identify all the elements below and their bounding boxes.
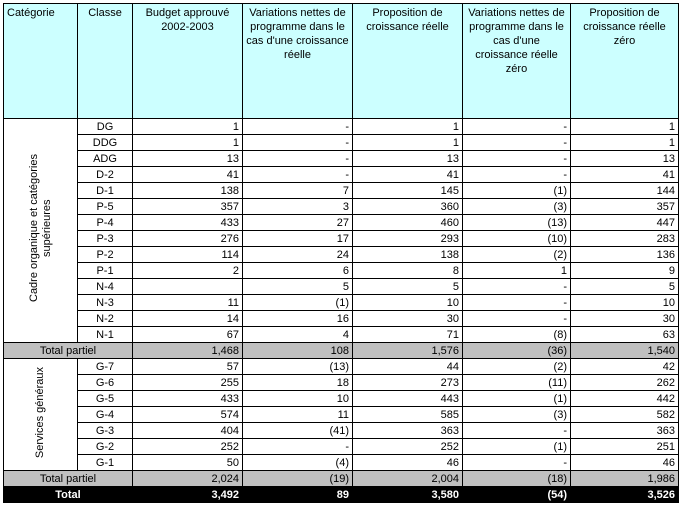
cell-classe: N-4 xyxy=(78,279,133,295)
cell-proposition-zero: 30 xyxy=(571,311,679,327)
cell-proposition-zero: 363 xyxy=(571,423,679,439)
cell-variation-reelle: 11 xyxy=(243,407,353,423)
cell-proposition-reelle: 1 xyxy=(353,135,463,151)
cell-budget: 41 xyxy=(133,167,243,183)
cell-variation-reelle: 3 xyxy=(243,199,353,215)
cell-variation-zero: - xyxy=(463,167,571,183)
cell-proposition-zero: 42 xyxy=(571,359,679,375)
cell-variation-zero: - xyxy=(463,135,571,151)
table-body xyxy=(4,119,679,503)
cell-proposition-zero: 144 xyxy=(571,183,679,199)
cell-variation-zero: (1) xyxy=(463,439,571,455)
cell-variation-reelle: (4) xyxy=(243,455,353,471)
cell-classe: P-4 xyxy=(78,215,133,231)
cell-proposition-zero: 9 xyxy=(571,263,679,279)
cell-variation-zero: 1 xyxy=(463,263,571,279)
category-cell xyxy=(4,119,78,343)
cell-variation-reelle: (1) xyxy=(243,295,353,311)
staffing-table xyxy=(3,3,679,503)
category-cell xyxy=(4,359,78,471)
cell-proposition-reelle: 5 xyxy=(353,279,463,295)
cell-budget: 276 xyxy=(133,231,243,247)
subtotal-row xyxy=(4,471,679,487)
cell-variation-reelle: - xyxy=(243,135,353,151)
subtotal-cell-budget: 1,468 xyxy=(133,343,243,359)
category-label: Cadre organique et catégories supérieures xyxy=(27,154,53,303)
cell-variation-zero: (8) xyxy=(463,327,571,343)
cell-proposition-zero: 582 xyxy=(571,407,679,423)
cell-proposition-reelle: 138 xyxy=(353,247,463,263)
cell-proposition-reelle: 363 xyxy=(353,423,463,439)
cell-proposition-reelle: 41 xyxy=(353,167,463,183)
table-row xyxy=(4,151,679,167)
cell-variation-reelle: 6 xyxy=(243,263,353,279)
table-row xyxy=(4,455,679,471)
cell-budget: 50 xyxy=(133,455,243,471)
cell-proposition-reelle: 443 xyxy=(353,391,463,407)
cell-variation-reelle: - xyxy=(243,439,353,455)
table-row xyxy=(4,119,679,135)
table-row xyxy=(4,359,679,375)
cell-proposition-zero: 63 xyxy=(571,327,679,343)
cell-variation-reelle: 16 xyxy=(243,311,353,327)
cell-proposition-zero: 283 xyxy=(571,231,679,247)
cell-proposition-reelle: 10 xyxy=(353,295,463,311)
cell-budget: 404 xyxy=(133,423,243,439)
total-cell-variation-reelle: 89 xyxy=(243,487,353,503)
cell-variation-reelle: - xyxy=(243,119,353,135)
table-row xyxy=(4,439,679,455)
cell-classe: ADG xyxy=(78,151,133,167)
cell-variation-zero: - xyxy=(463,119,571,135)
cell-proposition-reelle: 46 xyxy=(353,455,463,471)
cell-classe: P-2 xyxy=(78,247,133,263)
cell-variation-zero: (2) xyxy=(463,359,571,375)
cell-variation-reelle: - xyxy=(243,151,353,167)
cell-variation-zero: (2) xyxy=(463,247,571,263)
cell-classe: G-7 xyxy=(78,359,133,375)
cell-budget xyxy=(133,279,243,295)
cell-proposition-reelle: 1 xyxy=(353,119,463,135)
cell-proposition-reelle: 273 xyxy=(353,375,463,391)
cell-proposition-zero: 46 xyxy=(571,455,679,471)
cell-classe: G-2 xyxy=(78,439,133,455)
cell-variation-reelle: 18 xyxy=(243,375,353,391)
total-label: Total xyxy=(4,487,133,503)
cell-budget: 138 xyxy=(133,183,243,199)
cell-proposition-reelle: 460 xyxy=(353,215,463,231)
subtotal-cell-variation-reelle: (19) xyxy=(243,471,353,487)
header-categorie: Catégorie xyxy=(4,4,78,119)
table-row xyxy=(4,167,679,183)
cell-classe: N-1 xyxy=(78,327,133,343)
cell-budget: 14 xyxy=(133,311,243,327)
cell-proposition-reelle: 252 xyxy=(353,439,463,455)
cell-proposition-zero: 1 xyxy=(571,135,679,151)
cell-proposition-reelle: 8 xyxy=(353,263,463,279)
cell-budget: 252 xyxy=(133,439,243,455)
cell-budget: 255 xyxy=(133,375,243,391)
header-proposition-reelle: Proposition de croissance réelle xyxy=(353,4,463,119)
cell-proposition-reelle: 585 xyxy=(353,407,463,423)
cell-classe: D-1 xyxy=(78,183,133,199)
table-row xyxy=(4,295,679,311)
cell-proposition-zero: 1 xyxy=(571,119,679,135)
header-variations-reelle: Variations nettes de programme dans le cas d'une croissance réelle xyxy=(243,4,353,119)
cell-variation-reelle: 24 xyxy=(243,247,353,263)
cell-variation-zero: (10) xyxy=(463,231,571,247)
table-row xyxy=(4,247,679,263)
subtotal-cell-proposition-reelle: 1,576 xyxy=(353,343,463,359)
cell-budget: 57 xyxy=(133,359,243,375)
cell-variation-reelle: - xyxy=(243,167,353,183)
cell-budget: 11 xyxy=(133,295,243,311)
cell-variation-reelle: 5 xyxy=(243,279,353,295)
cell-variation-reelle: 4 xyxy=(243,327,353,343)
cell-classe: DDG xyxy=(78,135,133,151)
cell-proposition-reelle: 145 xyxy=(353,183,463,199)
cell-proposition-reelle: 13 xyxy=(353,151,463,167)
total-cell-proposition-zero: 3,526 xyxy=(571,487,679,503)
cell-budget: 574 xyxy=(133,407,243,423)
table-row xyxy=(4,375,679,391)
subtotal-cell-variation-zero: (18) xyxy=(463,471,571,487)
header-variations-zero: Variations nettes de programme dans le cas d'une croissance réelle zéro xyxy=(463,4,571,119)
cell-classe: P-5 xyxy=(78,199,133,215)
cell-classe: P-3 xyxy=(78,231,133,247)
subtotal-cell-proposition-zero: 1,986 xyxy=(571,471,679,487)
total-cell-variation-zero: (54) xyxy=(463,487,571,503)
cell-variation-zero: (3) xyxy=(463,407,571,423)
cell-proposition-zero: 41 xyxy=(571,167,679,183)
table-row xyxy=(4,263,679,279)
cell-proposition-zero: 251 xyxy=(571,439,679,455)
cell-proposition-reelle: 71 xyxy=(353,327,463,343)
table-row xyxy=(4,279,679,295)
cell-proposition-zero: 5 xyxy=(571,279,679,295)
cell-proposition-zero: 357 xyxy=(571,199,679,215)
cell-budget: 357 xyxy=(133,199,243,215)
subtotal-cell-variation-zero: (36) xyxy=(463,343,571,359)
cell-classe: G-4 xyxy=(78,407,133,423)
cell-classe: G-6 xyxy=(78,375,133,391)
cell-classe: D-2 xyxy=(78,167,133,183)
cell-budget: 433 xyxy=(133,215,243,231)
cell-classe: G-3 xyxy=(78,423,133,439)
cell-variation-zero: - xyxy=(463,455,571,471)
cell-variation-reelle: (13) xyxy=(243,359,353,375)
cell-proposition-reelle: 30 xyxy=(353,311,463,327)
subtotal-row xyxy=(4,343,679,359)
cell-variation-zero: - xyxy=(463,295,571,311)
subtotal-cell-variation-reelle: 108 xyxy=(243,343,353,359)
cell-proposition-zero: 442 xyxy=(571,391,679,407)
cell-budget: 433 xyxy=(133,391,243,407)
cell-variation-zero: (1) xyxy=(463,183,571,199)
table-row xyxy=(4,135,679,151)
cell-budget: 1 xyxy=(133,135,243,151)
cell-proposition-reelle: 360 xyxy=(353,199,463,215)
cell-classe: G-5 xyxy=(78,391,133,407)
cell-classe: DG xyxy=(78,119,133,135)
table-row xyxy=(4,231,679,247)
table-row xyxy=(4,407,679,423)
cell-proposition-zero: 447 xyxy=(571,215,679,231)
cell-budget: 114 xyxy=(133,247,243,263)
table-row xyxy=(4,199,679,215)
cell-variation-zero: - xyxy=(463,151,571,167)
subtotal-cell-proposition-reelle: 2,004 xyxy=(353,471,463,487)
cell-classe: G-1 xyxy=(78,455,133,471)
header-classe: Classe xyxy=(78,4,133,119)
subtotal-label: Total partiel xyxy=(4,471,133,487)
header-budget: Budget approuvé 2002-2003 xyxy=(133,4,243,119)
cell-variation-zero: - xyxy=(463,423,571,439)
cell-variation-zero: - xyxy=(463,279,571,295)
cell-variation-zero: - xyxy=(463,311,571,327)
table-row xyxy=(4,183,679,199)
total-cell-budget: 3,492 xyxy=(133,487,243,503)
cell-variation-zero: (11) xyxy=(463,375,571,391)
table-row xyxy=(4,327,679,343)
total-cell-proposition-reelle: 3,580 xyxy=(353,487,463,503)
cell-proposition-zero: 10 xyxy=(571,295,679,311)
cell-budget: 2 xyxy=(133,263,243,279)
cell-budget: 67 xyxy=(133,327,243,343)
cell-proposition-reelle: 44 xyxy=(353,359,463,375)
cell-classe: P-1 xyxy=(78,263,133,279)
cell-budget: 1 xyxy=(133,119,243,135)
table-row xyxy=(4,311,679,327)
cell-variation-zero: (13) xyxy=(463,215,571,231)
cell-variation-zero: (3) xyxy=(463,199,571,215)
cell-variation-reelle: (41) xyxy=(243,423,353,439)
category-label: Services généraux xyxy=(34,366,46,459)
cell-proposition-zero: 13 xyxy=(571,151,679,167)
cell-variation-reelle: 10 xyxy=(243,391,353,407)
cell-variation-zero: (1) xyxy=(463,391,571,407)
cell-budget: 13 xyxy=(133,151,243,167)
table-row xyxy=(4,391,679,407)
cell-classe: N-3 xyxy=(78,295,133,311)
cell-proposition-reelle: 293 xyxy=(353,231,463,247)
cell-proposition-zero: 262 xyxy=(571,375,679,391)
cell-classe: N-2 xyxy=(78,311,133,327)
cell-variation-reelle: 7 xyxy=(243,183,353,199)
header-proposition-zero: Proposition de croissance réelle zéro xyxy=(571,4,679,119)
subtotal-label: Total partiel xyxy=(4,343,133,359)
subtotal-cell-proposition-zero: 1,540 xyxy=(571,343,679,359)
cell-variation-reelle: 27 xyxy=(243,215,353,231)
cell-proposition-zero: 136 xyxy=(571,247,679,263)
header-row xyxy=(4,4,679,119)
table-row xyxy=(4,215,679,231)
table-row xyxy=(4,423,679,439)
cell-variation-reelle: 17 xyxy=(243,231,353,247)
total-row xyxy=(4,487,679,503)
subtotal-cell-budget: 2,024 xyxy=(133,471,243,487)
